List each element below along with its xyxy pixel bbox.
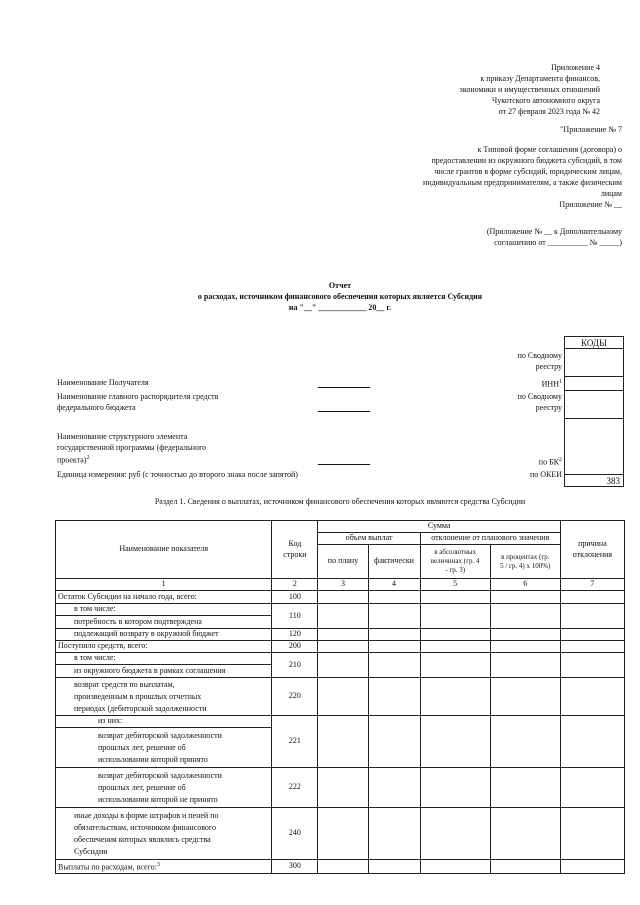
table-row	[56, 860, 625, 874]
additional-agreement-ref	[402, 226, 622, 248]
row-240-line-3: обеспечения которых являлись средства	[74, 834, 211, 844]
table-row	[56, 641, 625, 653]
header-abs-line-1: в абсолютных	[434, 548, 477, 556]
col-number-5: 5	[420, 579, 490, 591]
cell-input[interactable]	[490, 641, 560, 653]
row-221-line-3: использовании которой принято	[98, 754, 208, 764]
cell-input[interactable]	[318, 629, 368, 641]
admin-label-line-2: федерального бюджета	[57, 403, 136, 412]
header-pct-deviation	[490, 545, 560, 579]
row-210-code: 210	[272, 653, 318, 678]
recipient-label: Наименование Получателя	[57, 378, 149, 387]
cell-input[interactable]	[560, 716, 624, 768]
svod-registry-label-1a: по Сводному	[517, 351, 562, 360]
table-row	[56, 591, 625, 604]
row-222-label	[56, 768, 272, 808]
code-inn[interactable]	[565, 377, 624, 391]
cell-input[interactable]	[560, 860, 624, 874]
order-ref-line: к приказу Департамента финансов,	[480, 74, 600, 83]
struct-element-footnote: 2	[86, 455, 90, 461]
row-220-line-1: возврат средств по выплатам,	[74, 679, 175, 689]
col-number-3: 3	[318, 579, 368, 591]
header-abs-line-2: величинах (гр. 4	[430, 557, 480, 565]
cell-input[interactable]	[368, 653, 420, 678]
table-row	[56, 678, 625, 716]
cell-input[interactable]	[368, 808, 420, 860]
row-300-code: 300	[272, 860, 318, 874]
row-210-incl: в том числе:	[56, 653, 272, 665]
cell-input[interactable]	[368, 641, 420, 653]
admin-input-line[interactable]	[318, 411, 370, 412]
okei-label: по ОКЕИ	[529, 470, 562, 479]
order-date-line: от 27 февраля 2023 года № 42	[498, 107, 600, 116]
header-deviation-reason	[560, 521, 624, 579]
header-abs-line-3: - гр. 3)	[445, 566, 466, 574]
section-1-title: Раздел 1. Сведения о выплатах, источником финансового обеспечения которых являются средства Субсидии	[154, 497, 526, 506]
cell-input[interactable]	[560, 641, 624, 653]
cell-input[interactable]	[560, 653, 624, 678]
bk-footnote: 2	[559, 457, 562, 463]
struct-element-line-3: проекта)	[57, 455, 87, 465]
cell-input[interactable]	[560, 629, 624, 641]
payments-table	[55, 520, 625, 874]
row-221-line-2: прошлых лет, решение об	[98, 742, 186, 752]
header-pct-line-1: в процентах (гр.	[501, 552, 550, 561]
row-220-line-3: периодах (дебиторской задолженности	[74, 703, 207, 713]
row-222-line-3: использовании которой не принято	[98, 794, 218, 804]
struct-element-line-2: государственной программы (федерального	[57, 443, 207, 452]
cell-input[interactable]	[318, 808, 368, 860]
cell-input[interactable]	[560, 768, 624, 808]
typical-form-line-2: предоставлении из окружного бюджета субсидий, в том	[431, 156, 622, 165]
row-300-text: Выплаты по расходам, всего:	[58, 862, 157, 872]
table-row	[56, 768, 625, 808]
table-row	[56, 716, 625, 728]
appendix-7-ref: "Приложение № 7	[560, 125, 622, 134]
row-240-line-2: обязательствам, источником финансового	[74, 822, 216, 832]
cell-input[interactable]	[490, 678, 560, 716]
row-110-label: потребность в котором подтверждена	[56, 616, 272, 629]
cell-input[interactable]	[490, 591, 560, 604]
cell-input[interactable]	[560, 591, 624, 604]
col-number-4: 4	[368, 579, 420, 591]
row-220-label	[56, 678, 272, 716]
row-210-label: из окружного бюджета в рамках соглашения	[56, 665, 272, 678]
row-222-line-1: возврат дебиторской задолженности	[98, 770, 222, 780]
cell-input[interactable]	[368, 591, 420, 604]
svod-registry-label-1	[442, 350, 562, 372]
header-indicator-name: Наименование показателя	[56, 521, 272, 579]
row-222-code: 222	[272, 768, 318, 808]
header-row-code-line-2: строки	[283, 549, 307, 559]
report-title	[100, 280, 580, 313]
admin-label-line-1: Наименование главного распорядителя средств	[57, 392, 219, 401]
table-row	[56, 629, 625, 641]
row-220-code: 220	[272, 678, 318, 716]
cell-input[interactable]	[490, 860, 560, 874]
typical-form-line-4: индивидуальным предпринимателям, а также физическим	[423, 178, 622, 187]
cell-input[interactable]	[368, 604, 420, 629]
cell-input[interactable]	[368, 860, 420, 874]
row-100-label: Остаток Субсидии на начало года, всего:	[56, 591, 272, 604]
row-240-line-4: Субсидии	[74, 846, 108, 856]
row-221-code: 221	[272, 716, 318, 768]
code-svod-registry-1[interactable]	[565, 349, 624, 377]
inn-text: ИНН	[541, 379, 559, 389]
row-100-code: 100	[272, 591, 318, 604]
additional-agreement-line-2: соглашению от __________ № _____)	[494, 238, 622, 247]
typical-form-line-5: лицам	[600, 189, 622, 198]
cell-input[interactable]	[368, 716, 420, 768]
cell-input[interactable]	[490, 716, 560, 768]
cell-input[interactable]	[318, 604, 368, 629]
inn-footnote: 1	[559, 379, 562, 385]
col-number-7: 7	[560, 579, 624, 591]
additional-agreement-line-1: (Приложение № __ к Дополнительному	[486, 227, 622, 236]
row-222-line-2: прошлых лет, решение об	[98, 782, 186, 792]
cell-input[interactable]	[490, 653, 560, 678]
cell-input[interactable]	[318, 768, 368, 808]
row-200-label: Поступило средств, всего:	[56, 641, 272, 653]
row-221-line-1: возврат дебиторской задолженности	[98, 730, 222, 740]
cell-input[interactable]	[368, 768, 420, 808]
row-240-code: 240	[272, 808, 318, 860]
cell-input[interactable]	[420, 678, 490, 716]
header-fact: фактически	[368, 545, 420, 579]
col-number-6: 6	[490, 579, 560, 591]
recipient-input-line[interactable]	[318, 387, 370, 388]
header-row-code-line-1: Код	[288, 539, 302, 548]
header-plan-deviation: отклонение от планового значения	[420, 533, 560, 545]
cell-input[interactable]	[420, 716, 490, 768]
row-240-line-1: иные доходы в форме штрафов и пеней по	[74, 810, 219, 820]
appendix-blank-number: Приложение № __	[559, 200, 622, 209]
cell-input[interactable]	[420, 629, 490, 641]
cell-input[interactable]	[318, 641, 368, 653]
cell-input[interactable]	[490, 604, 560, 629]
struct-element-input-line[interactable]	[318, 464, 370, 465]
department-line: экономики и имущественных отношений	[459, 85, 600, 94]
header-pct-line-2: 5 / гр. 4) x 100%)	[500, 561, 551, 570]
cell-input[interactable]	[420, 604, 490, 629]
typical-form-line-3: числе грантов в форме субсидий, юридическим лицам,	[434, 167, 622, 176]
cell-input[interactable]	[368, 629, 420, 641]
svod-registry-label-2b: реестру	[535, 403, 562, 412]
svod-registry-label-1b: реестру	[535, 362, 562, 371]
col-number-1: 1	[56, 579, 272, 591]
row-110-incl: в том числе:	[56, 604, 272, 616]
header-sum: Сумма	[318, 521, 560, 533]
report-date-line: на "__" ____________ 20__ г.	[288, 303, 392, 312]
row-110-code: 110	[272, 604, 318, 629]
cell-input[interactable]	[560, 808, 624, 860]
report-title-line-2: о расходах, источником финансового обеспечения которых является Субсидия	[197, 292, 483, 301]
header-payment-volume: объем выплат	[318, 533, 420, 545]
table-row	[56, 653, 625, 665]
cell-input[interactable]	[420, 768, 490, 808]
region-line: Чукотского автономного округа	[492, 96, 600, 105]
table-row	[56, 808, 625, 860]
row-300-footnote: 3	[156, 862, 160, 868]
codes-header: КОДЫ	[565, 337, 624, 349]
header-abs-deviation	[420, 545, 490, 579]
appendix-header	[340, 62, 600, 117]
struct-element-line-1: Наименование структурного элемента	[57, 432, 188, 441]
cell-input[interactable]	[368, 678, 420, 716]
cell-input[interactable]	[318, 591, 368, 604]
row-300-label	[56, 860, 272, 874]
admin-label	[57, 391, 297, 413]
cell-input[interactable]	[318, 678, 368, 716]
report-title-line-1: Отчет	[328, 281, 352, 290]
header-reason-line-2: отклонения	[572, 549, 613, 559]
struct-element-label	[57, 431, 297, 466]
codes-table	[564, 336, 624, 487]
header-plan: по плану	[318, 545, 368, 579]
unit-of-measure: Единица измерения: руб (с точностью до второго знака после запятой)	[57, 470, 298, 479]
svod-registry-label-2a: по Сводному	[517, 392, 562, 401]
cell-input[interactable]	[420, 591, 490, 604]
col-number-2: 2	[272, 579, 318, 591]
svod-registry-label-2	[442, 391, 562, 413]
row-221-incl: из них:	[56, 716, 272, 728]
cell-input[interactable]	[318, 716, 368, 768]
table-row	[56, 604, 625, 616]
cell-input[interactable]	[318, 860, 368, 874]
row-220-line-2: произведенным в прошлых отчетных	[74, 691, 202, 701]
appendix-number: Приложение 4	[551, 63, 600, 72]
cell-input[interactable]	[560, 604, 624, 629]
row-200-code: 200	[272, 641, 318, 653]
cell-input[interactable]	[490, 629, 560, 641]
cell-input[interactable]	[420, 808, 490, 860]
typical-form-line-1: к Типовой форме соглашения (договора) о	[477, 145, 622, 154]
cell-input[interactable]	[420, 653, 490, 678]
cell-input[interactable]	[318, 653, 368, 678]
cell-input[interactable]	[560, 678, 624, 716]
row-120-code: 120	[272, 629, 318, 641]
code-okei-value: 383	[565, 475, 624, 487]
bk-text: по БК	[538, 457, 559, 467]
header-reason-line-1: причина	[578, 539, 607, 548]
row-120-label: подлежащий возврату в окружной бюджет	[56, 629, 272, 641]
inn-label	[482, 377, 562, 390]
row-240-label	[56, 808, 272, 860]
cell-input[interactable]	[420, 860, 490, 874]
row-221-label	[56, 728, 272, 768]
typical-form-ref	[352, 144, 622, 210]
cell-input[interactable]	[490, 808, 560, 860]
code-svod-registry-2[interactable]	[565, 391, 624, 419]
cell-input[interactable]	[490, 768, 560, 808]
code-bk[interactable]	[565, 419, 624, 475]
cell-input[interactable]	[420, 641, 490, 653]
header-row-code	[272, 521, 318, 579]
bk-label	[482, 455, 562, 468]
